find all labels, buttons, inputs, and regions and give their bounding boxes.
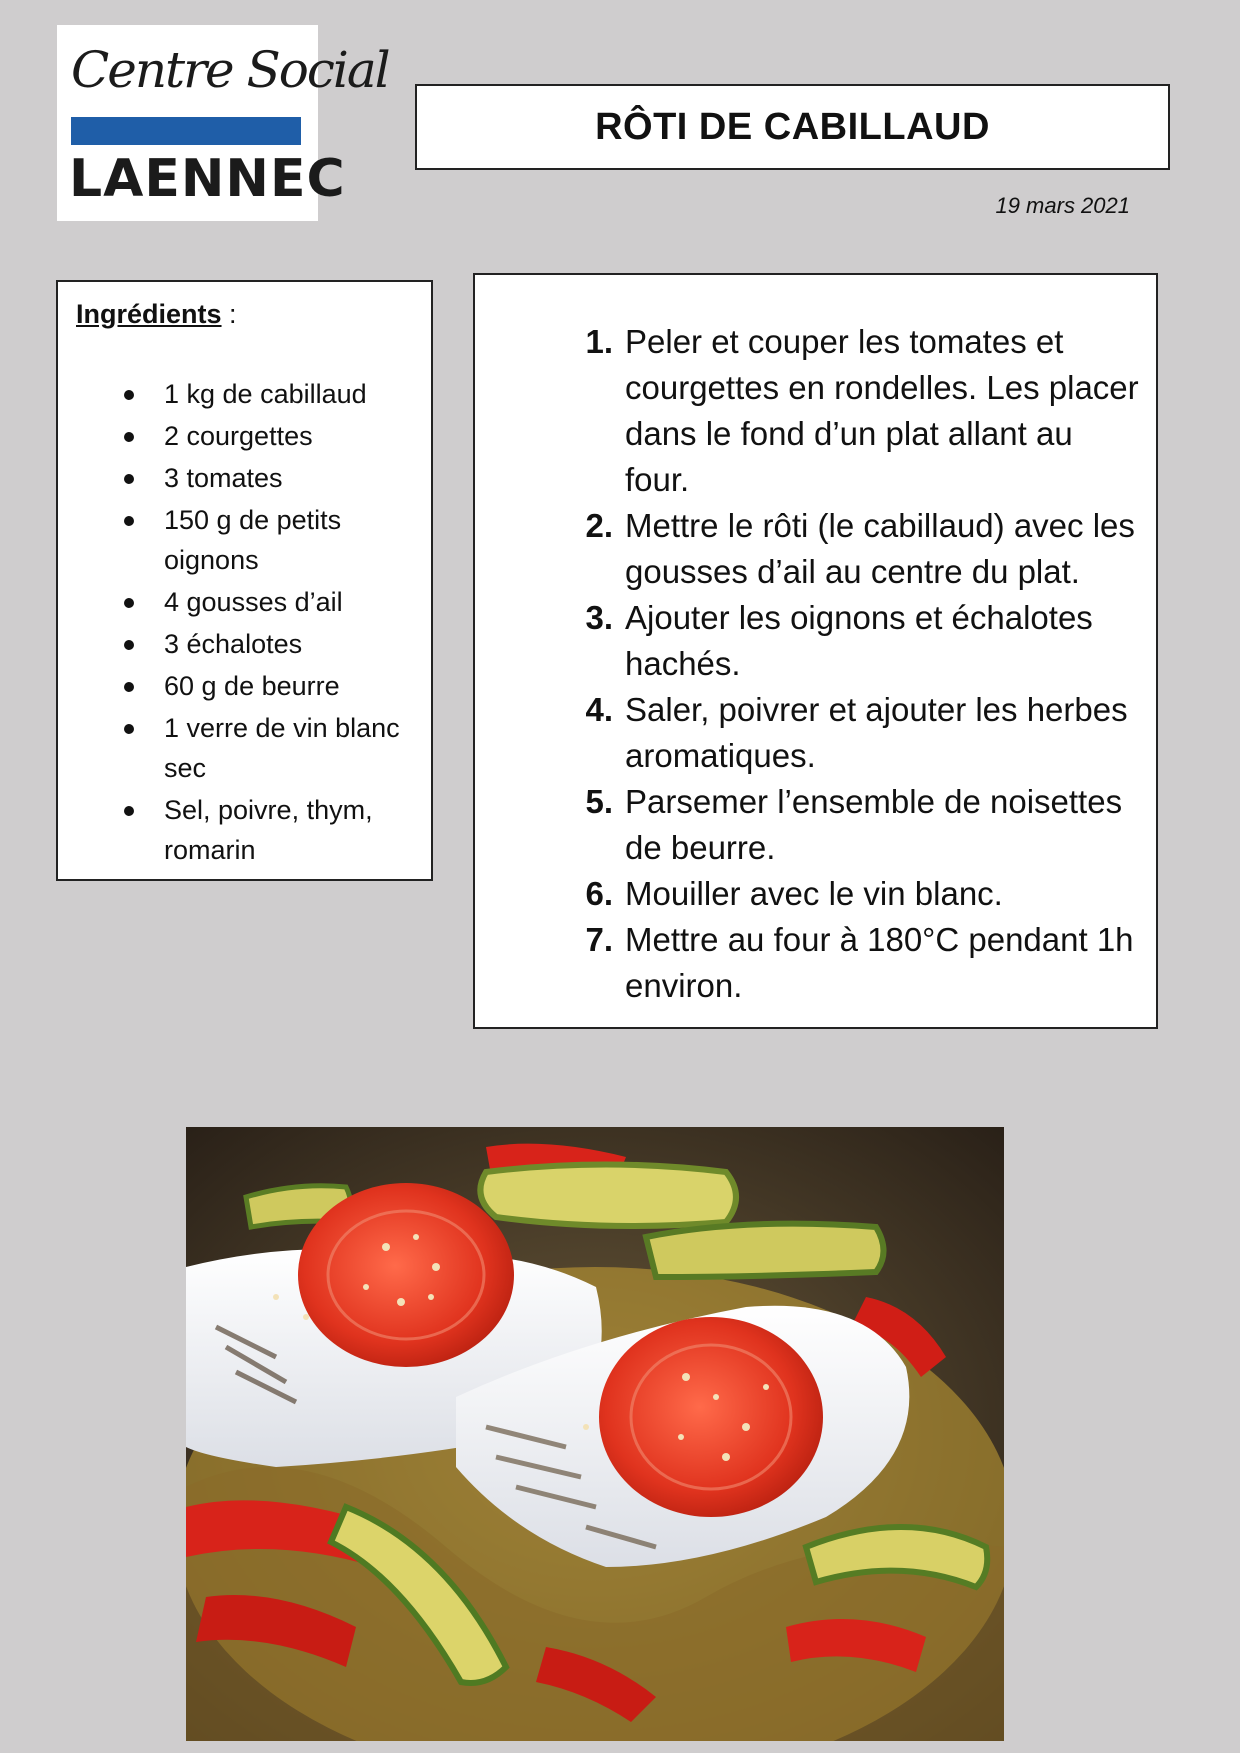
step-text: Parsemer l’ensemble de noisettes de beurre. [625, 783, 1123, 866]
step-item [475, 917, 1146, 1009]
ingredient-item [76, 624, 415, 664]
step-number: 1. [585, 323, 613, 360]
ingredient-text: 1 verre de vin blanc sec [164, 713, 400, 783]
ingredient-text: 60 g de beurre [164, 671, 340, 701]
recipe-date: 19 mars 2021 [995, 193, 1130, 218]
bullet-icon [124, 724, 134, 734]
step-text: Saler, poivrer et ajouter les herbes aromatiques. [625, 691, 1128, 774]
step-item [475, 595, 1146, 687]
ingredient-text: Sel, poivre, thym, romarin [164, 795, 373, 865]
ingredient-item [76, 666, 415, 706]
bullet-icon [124, 432, 134, 442]
step-item [475, 779, 1146, 871]
bullet-icon [124, 390, 134, 400]
ingredient-item [76, 500, 415, 580]
step-item [475, 871, 1146, 917]
ingredient-item [76, 458, 415, 498]
step-item [475, 503, 1146, 595]
steps-box [473, 273, 1158, 1029]
bullet-icon [124, 516, 134, 526]
step-text: Ajouter les oignons et échalotes hachés. [625, 599, 1093, 682]
recipe-title-box [415, 84, 1170, 170]
recipe-title: RÔTI DE CABILLAUD [595, 105, 990, 148]
ingredients-heading-label: Ingrédients [76, 299, 222, 329]
ingredients-list [76, 374, 415, 870]
bullet-icon [124, 682, 134, 692]
step-number: 5. [585, 783, 613, 820]
ingredient-text: 150 g de petits oignons [164, 505, 342, 575]
step-text: Mouiller avec le vin blanc. [625, 875, 1003, 912]
ingredient-item [76, 582, 415, 622]
ingredient-item [76, 708, 415, 788]
step-number: 7. [585, 921, 613, 958]
bullet-icon [124, 806, 134, 816]
dish-illustration [186, 1127, 1004, 1741]
bullet-icon [124, 640, 134, 650]
centre-social-logo [57, 25, 389, 221]
bullet-icon [124, 474, 134, 484]
ingredients-heading [76, 294, 415, 334]
logo-script-text: Centre Social [71, 41, 389, 99]
step-number: 3. [585, 599, 613, 636]
ingredient-text: 4 gousses d’ail [164, 587, 343, 617]
bullet-icon [124, 598, 134, 608]
logo-name-text: LAENNEC [69, 149, 346, 209]
ingredients-box [56, 280, 433, 881]
ingredient-text: 2 courgettes [164, 421, 313, 451]
logo-blue-bar [71, 117, 301, 145]
ingredient-text: 3 échalotes [164, 629, 303, 659]
ingredient-text: 3 tomates [164, 463, 283, 493]
step-text: Peler et couper les tomates et courgettes en rondelles. Les placer dans le fond d’un plat allant au four. [625, 323, 1139, 498]
step-number: 6. [585, 875, 613, 912]
ingredient-item [76, 790, 415, 870]
step-item [475, 319, 1146, 503]
dish-photo [186, 1127, 1004, 1741]
step-number: 4. [585, 691, 613, 728]
step-number: 2. [585, 507, 613, 544]
ingredients-heading-colon: : [221, 299, 237, 329]
ingredient-item [76, 416, 415, 456]
ingredient-text: 1 kg de cabillaud [164, 379, 367, 409]
step-text: Mettre le rôti (le cabillaud) avec les gousses d’ail au centre du plat. [625, 507, 1135, 590]
ingredient-item [76, 374, 415, 414]
step-item [475, 687, 1146, 779]
step-text: Mettre au four à 180°C pendant 1h environ. [625, 921, 1134, 1004]
